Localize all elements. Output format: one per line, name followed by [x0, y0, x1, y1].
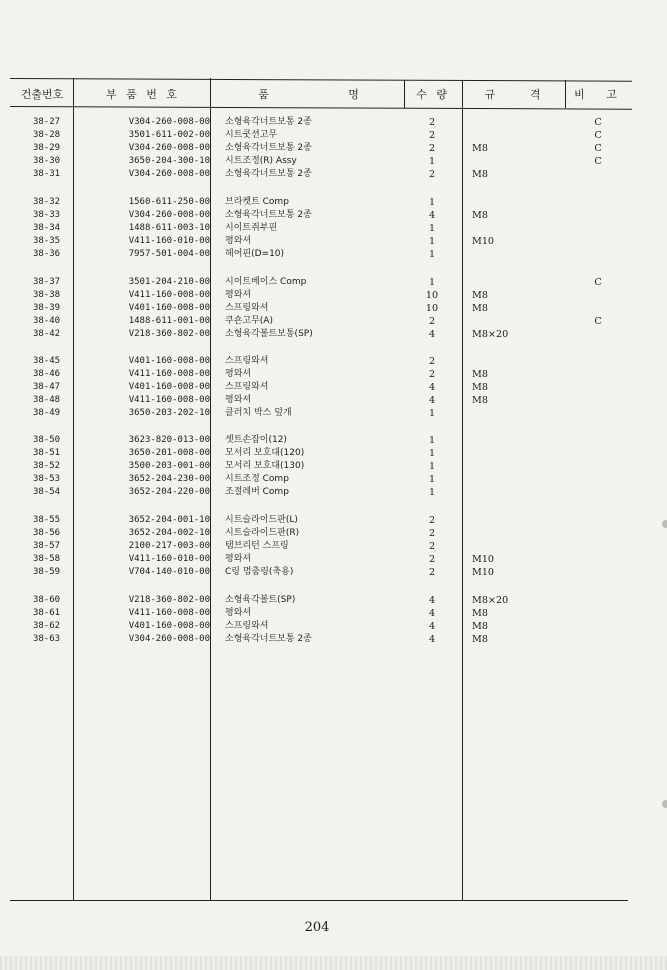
part-name: 모서리 보호대(120) [225, 448, 305, 458]
table-row [0, 633, 667, 646]
quantity: 1 [428, 277, 436, 288]
part-number: V411-160-008-00 [128, 369, 210, 379]
part-number: V218-360-802-00 [128, 595, 210, 605]
quantity: 2 [428, 356, 436, 367]
row-number: 38-53 [32, 474, 61, 484]
part-number: 3652-204-220-00 [128, 487, 210, 497]
spec: M8 [472, 303, 488, 314]
part-name: 탬브리턴 스프링 [225, 541, 289, 551]
part-number: 7957-501-004-00 [128, 249, 210, 259]
header-part-number: 부 품 번 호 [106, 88, 180, 101]
row-number: 38-52 [32, 461, 61, 471]
part-name: 셋트손잡이(12) [225, 435, 287, 445]
table-top-rule [10, 78, 632, 82]
table-row [0, 368, 667, 381]
quantity: 2 [428, 528, 436, 539]
table-bottom-rule [10, 900, 628, 901]
part-name: 시트슬라이드판(R) [225, 528, 300, 538]
part-number: V411-160-010-00 [128, 236, 210, 246]
table-row [0, 235, 667, 248]
quantity: 2 [428, 541, 436, 552]
table-row [0, 355, 667, 368]
row-number: 38-28 [32, 130, 61, 140]
part-name: 클러치 박스 덮개 [225, 408, 292, 418]
part-number: 3652-204-230-00 [128, 474, 210, 484]
part-name: 스프링와셔 [225, 621, 269, 631]
table-row [0, 209, 667, 222]
row-number: 38-58 [32, 554, 61, 564]
part-name: 시이트베이스 Comp [225, 277, 307, 287]
row-number: 38-32 [32, 197, 61, 207]
part-number: 3652-204-002-10 [128, 528, 210, 538]
quantity: 4 [428, 621, 436, 632]
table-row [0, 514, 667, 527]
quantity: 1 [428, 249, 436, 260]
part-number: 3501-204-210-00 [128, 277, 210, 287]
spec: M8 [472, 382, 488, 393]
row-number: 38-51 [32, 448, 61, 458]
quantity: 2 [428, 567, 436, 578]
quantity: 4 [428, 382, 436, 393]
part-name: 평와셔 [225, 395, 252, 405]
part-number: V304-260-008-00 [128, 143, 210, 153]
quantity: 1 [428, 236, 436, 247]
part-name: 시트조정 Comp [225, 474, 289, 484]
part-name: 쿠숀고무(A) [225, 316, 273, 326]
spec: M10 [472, 554, 495, 565]
part-number: V401-160-008-00 [128, 382, 210, 392]
remark: C [594, 156, 602, 167]
part-name: 소형육각너트보통 2종 [225, 210, 312, 220]
table-row [0, 527, 667, 540]
part-number: V401-160-008-00 [128, 303, 210, 313]
header-quantity: 수 량 [416, 88, 450, 101]
part-name: 소형육각볼트(SP) [225, 595, 296, 605]
part-number: V304-260-008-00 [128, 634, 210, 644]
table-row [0, 620, 667, 633]
part-name: 소형육각너트보통 2종 [225, 117, 312, 127]
quantity: 2 [428, 369, 436, 380]
part-name: C링 멈춤링(축용) [225, 567, 294, 577]
table-row [0, 566, 667, 579]
quantity: 1 [428, 223, 436, 234]
spec: M8 [472, 608, 488, 619]
spec: M10 [472, 567, 495, 578]
row-number: 38-46 [32, 369, 61, 379]
part-name: 평와셔 [225, 369, 252, 379]
page-number: 204 [304, 920, 330, 935]
part-name: 시트슬라이드판(L) [225, 515, 298, 525]
part-number: 3500-203-001-00 [128, 461, 210, 471]
quantity: 4 [428, 329, 436, 340]
quantity: 4 [428, 395, 436, 406]
row-number: 38-47 [32, 382, 61, 392]
spec: M8×20 [472, 329, 509, 340]
part-number: 3501-611-002-00 [128, 130, 210, 140]
spec: M8 [472, 369, 488, 380]
table-row [0, 248, 667, 261]
spec: M8×20 [472, 595, 509, 606]
table-row [0, 381, 667, 394]
quantity: 10 [425, 290, 439, 301]
quantity: 2 [428, 143, 436, 154]
row-number: 38-48 [32, 395, 61, 405]
table-row [0, 302, 667, 315]
row-number: 38-37 [32, 277, 61, 287]
table-row [0, 315, 667, 328]
row-number: 38-54 [32, 487, 61, 497]
part-name: 소형육각볼트보통(SP) [225, 329, 313, 339]
table-row [0, 540, 667, 553]
quantity: 2 [428, 117, 436, 128]
header-spec: 규 격 [484, 88, 544, 101]
row-number: 38-31 [32, 169, 61, 179]
part-name: 평와셔 [225, 290, 252, 300]
table-row [0, 460, 667, 473]
binder-hole [662, 520, 667, 528]
part-name: 소형육각너트보통 2종 [225, 143, 312, 153]
spec: M8 [472, 143, 488, 154]
spec: M10 [472, 236, 495, 247]
part-number: 3652-204-001-10 [128, 515, 210, 525]
remark: C [594, 316, 602, 327]
quantity: 4 [428, 608, 436, 619]
table-row [0, 407, 667, 420]
row-number: 38-61 [32, 608, 61, 618]
table-row [0, 196, 667, 209]
table-row [0, 222, 667, 235]
row-number: 38-45 [32, 356, 61, 366]
part-name: 헤어핀(D=10) [225, 249, 285, 259]
part-name: 평와셔 [225, 236, 252, 246]
row-number: 38-63 [32, 634, 61, 644]
part-number: V411-160-008-00 [128, 395, 210, 405]
row-number: 38-62 [32, 621, 61, 631]
part-number: V704-140-010-00 [128, 567, 210, 577]
part-name: 평와셔 [225, 608, 252, 618]
part-number: V304-260-008-00 [128, 210, 210, 220]
part-name: 스프링와셔 [225, 382, 269, 392]
row-number: 38-33 [32, 210, 61, 220]
part-number: V411-160-008-00 [128, 608, 210, 618]
spec: M8 [472, 395, 488, 406]
row-number: 38-34 [32, 223, 61, 233]
part-name: 스프링와셔 [225, 356, 269, 366]
table-row [0, 168, 667, 181]
part-number: 3650-201-008-00 [128, 448, 210, 458]
quantity: 4 [428, 634, 436, 645]
part-number: 3650-203-202-10 [128, 408, 210, 418]
remark: C [594, 277, 602, 288]
row-number: 38-50 [32, 435, 61, 445]
quantity: 1 [428, 435, 436, 446]
row-number: 38-35 [32, 236, 61, 246]
part-name: 시트쿳션고무 [225, 130, 278, 140]
table-row [0, 434, 667, 447]
table-row [0, 594, 667, 607]
table-row [0, 289, 667, 302]
part-number: V411-160-010-00 [128, 554, 210, 564]
quantity: 4 [428, 595, 436, 606]
part-name: 모서리 보호대(130) [225, 461, 305, 471]
quantity: 2 [428, 169, 436, 180]
part-number: V411-160-008-00 [128, 290, 210, 300]
part-name: 스프링와셔 [225, 303, 269, 313]
part-number: V401-160-008-00 [128, 356, 210, 366]
quantity: 2 [428, 316, 436, 327]
row-number: 38-56 [32, 528, 61, 538]
quantity: 2 [428, 515, 436, 526]
part-number: 3623-820-013-00 [128, 435, 210, 445]
table-row [0, 394, 667, 407]
table-row [0, 129, 667, 142]
spec: M8 [472, 169, 488, 180]
part-name: 시이트쥐부핀 [225, 223, 278, 233]
part-number: 1488-611-003-10 [128, 223, 210, 233]
row-number: 38-57 [32, 541, 61, 551]
quantity: 1 [428, 197, 436, 208]
row-number: 38-49 [32, 408, 61, 418]
part-number: V218-360-802-00 [128, 329, 210, 339]
row-number: 38-38 [32, 290, 61, 300]
quantity: 1 [428, 408, 436, 419]
row-number: 38-59 [32, 567, 61, 577]
quantity: 1 [428, 448, 436, 459]
part-number: V304-260-008-00 [128, 169, 210, 179]
part-number: V304-260-008-00 [128, 117, 210, 127]
binder-hole [662, 800, 667, 808]
table-row [0, 328, 667, 341]
header-remarks: 비 고 [574, 88, 620, 101]
row-number: 38-30 [32, 156, 61, 166]
row-number: 38-60 [32, 595, 61, 605]
spec: M8 [472, 210, 488, 221]
spec: M8 [472, 290, 488, 301]
table-row [0, 116, 667, 129]
table-row [0, 276, 667, 289]
quantity: 1 [428, 474, 436, 485]
quantity: 1 [428, 461, 436, 472]
quantity: 1 [428, 156, 436, 167]
header-bottom-rule [10, 106, 632, 110]
table-row [0, 607, 667, 620]
row-number: 38-39 [32, 303, 61, 313]
scan-edge [0, 956, 667, 970]
part-number: 3650-204-300-10 [128, 156, 210, 166]
row-number: 38-29 [32, 143, 61, 153]
table-row [0, 553, 667, 566]
part-name: 브라켓트 Comp [225, 197, 289, 207]
remark: C [594, 143, 602, 154]
table-row [0, 473, 667, 486]
remark: C [594, 117, 602, 128]
quantity: 2 [428, 130, 436, 141]
quantity: 2 [428, 554, 436, 565]
part-name: 소형육각너트보통 2종 [225, 169, 312, 179]
row-number: 38-36 [32, 249, 61, 259]
quantity: 4 [428, 210, 436, 221]
part-name: 평와셔 [225, 554, 252, 564]
table-row [0, 447, 667, 460]
part-name: 시트조정(R) Assy [225, 156, 297, 166]
remark: C [594, 130, 602, 141]
table-row [0, 155, 667, 168]
part-name: 소형육각너트보통 2종 [225, 634, 312, 644]
header-part-name: 품 명 [258, 88, 362, 101]
row-number: 38-55 [32, 515, 61, 525]
quantity: 10 [425, 303, 439, 314]
spec: M8 [472, 621, 488, 632]
header-no: 건출번호 [20, 88, 64, 101]
table-row [0, 486, 667, 499]
part-number: 1488-611-001-00 [128, 316, 210, 326]
row-number: 38-42 [32, 329, 61, 339]
quantity: 1 [428, 487, 436, 498]
row-number: 38-27 [32, 117, 61, 127]
row-number: 38-40 [32, 316, 61, 326]
spec: M8 [472, 634, 488, 645]
part-name: 조절레버 Comp [225, 487, 289, 497]
part-number: 1560-611-250-00 [128, 197, 210, 207]
table-row [0, 142, 667, 155]
part-number: 2100-217-003-00 [128, 541, 210, 551]
part-number: V401-160-008-00 [128, 621, 210, 631]
